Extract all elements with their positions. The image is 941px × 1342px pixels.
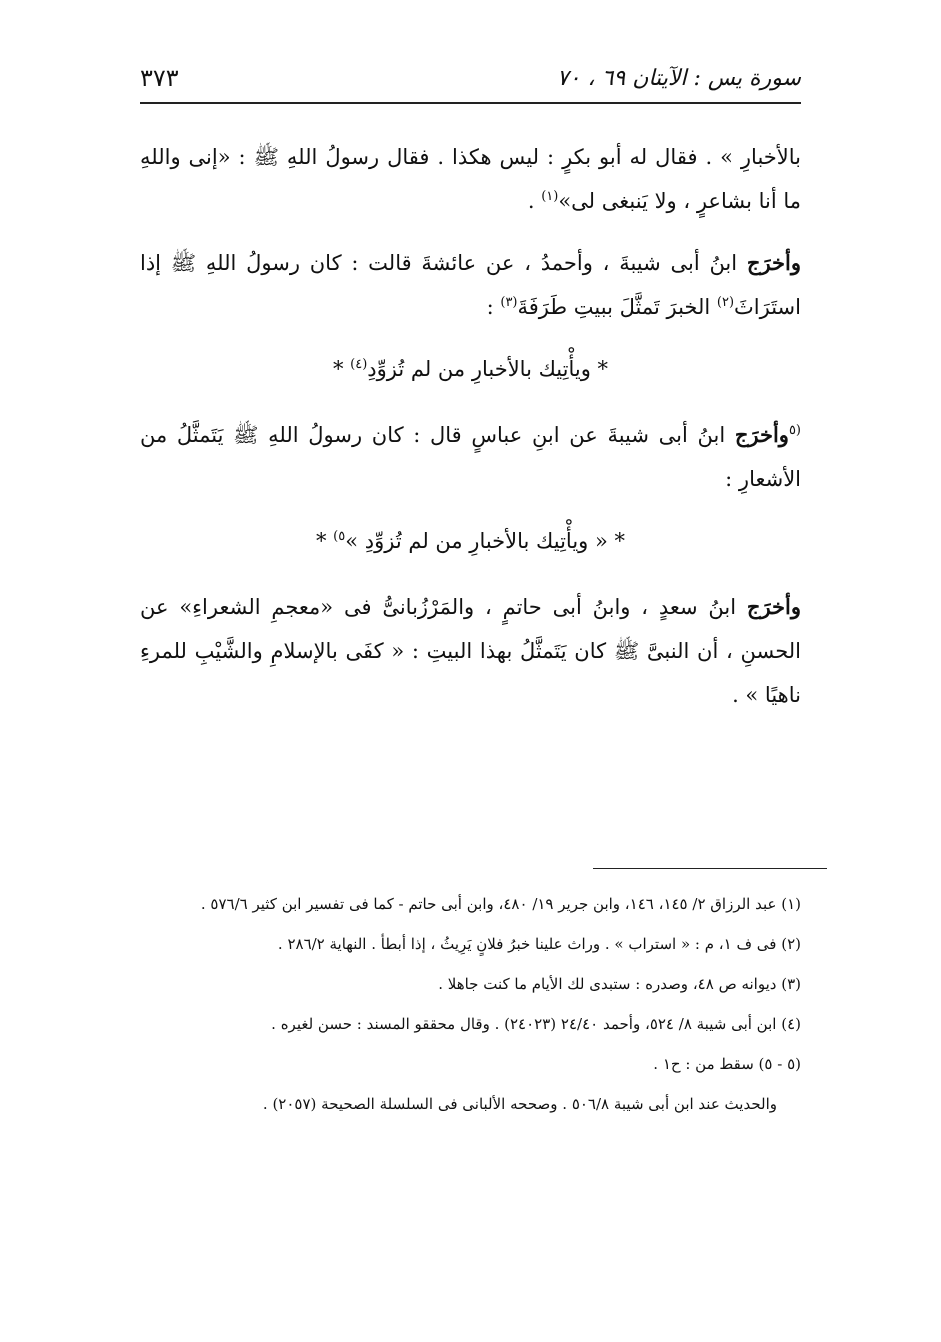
paragraph-4 bbox=[140, 585, 801, 717]
paragraph-4-text: ابنُ سعدٍ ، وابنُ أبى حاتمٍ ، والمَرْزُبانىُّ فى «معجمِ الشعراءِ» عن الحسنِ ، أن النبىَّ ﷺ كان يَتَمثَّلُ بهذا البيتِ : « كفَى بالإسلامِ والشَّيْبِ للمرءِ ناهيًا » . bbox=[140, 595, 801, 707]
header-rule bbox=[140, 102, 801, 104]
footnote-ref-3: (٣) bbox=[500, 295, 518, 310]
paragraph-2-end: : bbox=[486, 295, 501, 319]
running-title: سورة يس : الآيتان ٦٩ ، ٧٠ bbox=[556, 65, 801, 91]
paragraph-3 bbox=[140, 413, 801, 501]
body-text bbox=[140, 135, 801, 735]
footnote-5-continuation: والحديث عند ابن أبى شيبة ٥٠٦/٨ . وصححه الألبانى فى السلسلة الصحيحة (٢٠٥٧) . bbox=[262, 1095, 777, 1113]
paragraph-2 bbox=[140, 241, 801, 329]
verse-1-text: * ويأْتِيك بالأخبارِ من لم تُزوِّدِ bbox=[367, 357, 609, 381]
verse-2-end: * bbox=[315, 529, 334, 553]
footnote-ref-4: (٤) bbox=[350, 357, 368, 372]
footnote-2: (٢) فى ف ١، م : « استراب » . وراث علينا خبرُ فلانٍ يَرِيثُ ، إذا أبطأ . النهاية ٢٨٦/٢ . bbox=[277, 935, 801, 953]
verse-2-text: * « ويأْتِيك بالأخبارِ من لم تُزوِّدِ » bbox=[345, 529, 626, 553]
footnote-3: (٣) ديوانه ص ٤٨، وصدره : ستبدى لك الأيام ما كنت جاهلا . bbox=[438, 975, 801, 993]
footnote-ref-1: (١) bbox=[541, 189, 559, 204]
page-number: ٣٧٣ bbox=[140, 64, 179, 92]
paragraph-3-text: ابنُ أبى شيبةَ عن ابنِ عباسٍ قال : كان رسولُ اللهِ ﷺ يَتَمثَّلُ من الأشعارِ : bbox=[140, 423, 801, 491]
footnote-ref-2: (٢) bbox=[716, 295, 735, 310]
footnote-ref-5-end: ٥) bbox=[333, 529, 346, 544]
footnote-ref-5-start: (٥ bbox=[788, 423, 801, 438]
paragraph-2-text-b: الخبرَ تَمثَّلَ ببيتِ طَرَفَةَ bbox=[517, 295, 717, 319]
paragraph-1-text: بالأخبارِ » . فقال له أبو بكرٍ : ليس هكذا . فقال رسولُ اللهِ ﷺ : «إنى واللهِ ما أنا بشاعرٍ ، ولا يَنبغى لى» bbox=[140, 145, 801, 213]
footnote-rule bbox=[593, 868, 827, 869]
paragraph-1 bbox=[140, 135, 801, 223]
page-header bbox=[140, 58, 801, 98]
verse-1 bbox=[140, 347, 801, 391]
footnote-1: (١) عبد الرزاق ٢/ ١٤٥، ١٤٦، وابن جرير ١٩/ ٤٨٠، وابن أبى حاتم - كما فى تفسير ابن كثير ٥٧٦/٦ . bbox=[200, 895, 801, 913]
paragraph-3-lead: وأخرَج bbox=[734, 422, 789, 447]
verse-1-end: * bbox=[332, 357, 351, 381]
paragraph-2-text-a: ابنُ أبى شيبةَ ، وأحمدُ ، عن عائشةَ قالت : كان رسولُ اللهِ ﷺ إذا استَرَاثَ bbox=[140, 251, 801, 319]
paragraph-1-end: . bbox=[527, 189, 542, 213]
paragraph-4-lead: وأخرَج bbox=[746, 594, 801, 619]
verse-2 bbox=[140, 519, 801, 563]
paragraph-2-lead: وأخرَج bbox=[746, 250, 801, 275]
footnotes bbox=[140, 888, 801, 1128]
footnote-5: (٥ - ٥) سقط من : ح١ . bbox=[653, 1055, 801, 1073]
footnote-4: (٤) ابن أبى شيبة ٨/ ٥٢٤، وأحمد ٢٤/٤٠ (٢٤٠٢٣) . وقال محققو المسند : حسن لغيره . bbox=[271, 1015, 801, 1033]
